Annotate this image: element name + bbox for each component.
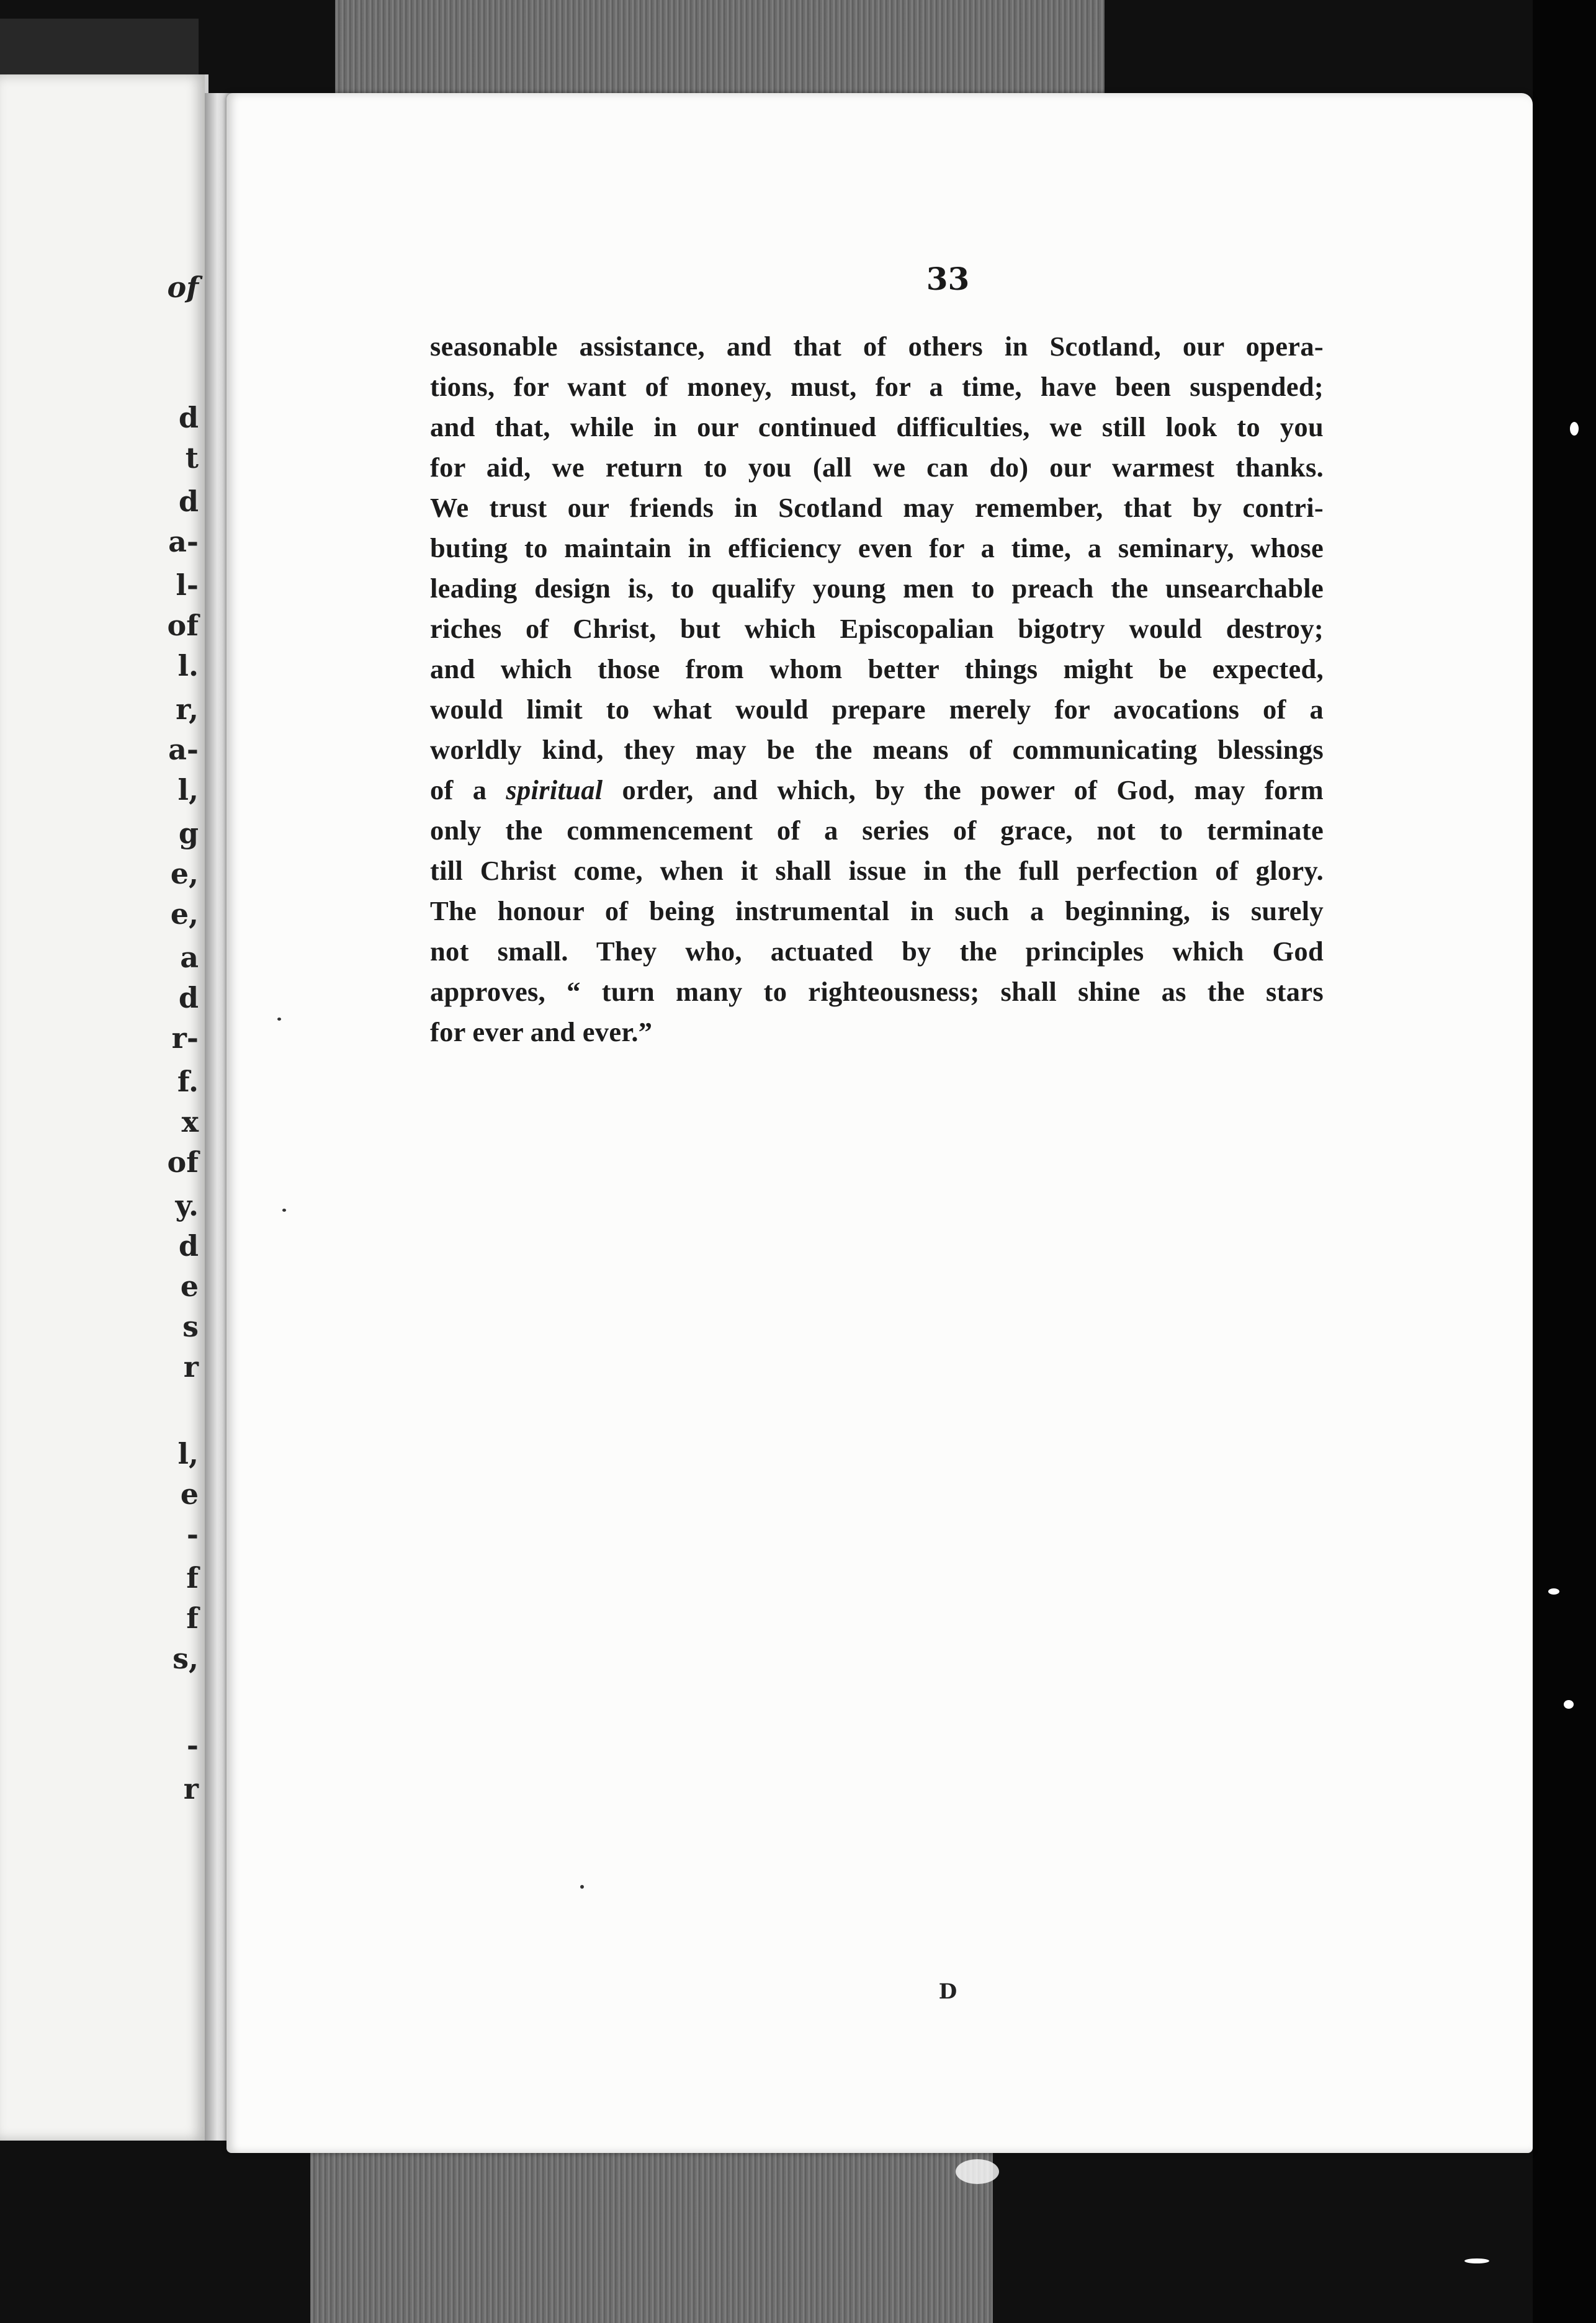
facing-page-fragment: of — [167, 271, 199, 304]
text-run: We trust our friends in Scotland may remember, that by contri- — [430, 492, 1324, 523]
text-run: leading design is, to qualify young men to preach the unsearchable — [430, 573, 1324, 604]
text-line — [430, 931, 1324, 972]
text-line — [430, 770, 1324, 810]
facing-page-fragment: d — [178, 1229, 199, 1263]
text-line — [430, 972, 1324, 1012]
signature-mark: D — [938, 1979, 957, 2004]
facing-page-fragment: f. — [177, 1065, 199, 1098]
text-line — [430, 810, 1324, 851]
text-line — [430, 407, 1324, 447]
facing-page-fragment: t — [185, 441, 199, 475]
facing-page-fragment: l- — [176, 568, 199, 602]
italic-text-run: spiritual — [506, 774, 603, 805]
facing-page-fragment: f — [186, 1561, 199, 1595]
text-line — [430, 568, 1324, 609]
text-line — [430, 689, 1324, 730]
text-line — [430, 609, 1324, 649]
text-line — [430, 1012, 1324, 1052]
facing-page-fragment: e, — [170, 857, 199, 890]
facing-page-fragment: g — [178, 817, 199, 850]
text-run: tions, for want of money, must, for a time, have been suspended; — [430, 371, 1324, 402]
facing-page-fragment: e, — [170, 897, 199, 931]
text-line — [430, 447, 1324, 488]
facing-page-fragment: e — [180, 1477, 199, 1511]
facing-page-fragment: of — [167, 1145, 199, 1179]
text-run: seasonable assistance, and that of others in Scotland, our opera- — [430, 331, 1324, 362]
text-run: worldly kind, they may be the means of communicating blessings — [430, 734, 1324, 765]
text-run: buting to maintain in efficiency even for a time, a seminary, whose — [430, 532, 1324, 563]
scan-speck — [1548, 1588, 1559, 1595]
text-line — [430, 326, 1324, 367]
text-run: not small. They who, actuated by the principles which God — [430, 936, 1324, 967]
text-run: would limit to what would prepare merely for avocations of a — [430, 694, 1324, 725]
facing-page-fragment: l. — [177, 649, 199, 683]
text-run: till Christ come, when it shall issue in the full perfection of glory. — [430, 855, 1324, 886]
facing-page-left — [0, 74, 208, 2141]
facing-page-fragment: d — [178, 485, 199, 518]
background-band-top — [335, 0, 1105, 93]
facing-page-fragment: a — [180, 941, 199, 974]
facing-page-fragment: s — [182, 1310, 199, 1343]
text-line — [430, 488, 1324, 528]
facing-page-fragment: - — [186, 1518, 199, 1551]
text-run: and that, while in our continued difficulties, we still look to you — [430, 411, 1324, 442]
background-band-bottom — [310, 2128, 993, 2323]
facing-page-fragment: r- — [171, 1021, 199, 1055]
facing-page-fragment: d — [178, 401, 199, 434]
facing-page-fragment: l, — [177, 1437, 199, 1470]
scan-speck — [1464, 2258, 1489, 2263]
scan-dot — [277, 1018, 281, 1021]
text-run: for aid, we return to you (all we can do) our warmest thanks. — [430, 452, 1324, 483]
facing-page-fragment: y. — [175, 1189, 199, 1222]
text-line — [430, 649, 1324, 689]
page-body-text — [430, 326, 1324, 1052]
facing-page-fragment: e — [180, 1269, 199, 1303]
text-run: approves, “ turn many to righteousness; shall shine as the stars — [430, 976, 1324, 1007]
scan-speck — [1570, 422, 1579, 436]
background-edge-right — [1533, 0, 1596, 2323]
text-run: for ever and ever.” — [430, 1016, 653, 1047]
facing-page-fragment: a- — [168, 733, 199, 766]
scan-speck — [1564, 1700, 1574, 1709]
text-line — [430, 891, 1324, 931]
facing-page-fragment: d — [178, 981, 199, 1014]
text-line — [430, 851, 1324, 891]
scan-glare — [956, 2159, 999, 2184]
facing-page-fragment: l, — [177, 773, 199, 807]
text-run: order, and which, by the power of God, may form — [603, 774, 1324, 805]
facing-page-fragment: of — [167, 609, 199, 642]
page-number: 33 — [926, 261, 970, 297]
text-run: only the commencement of a series of grace, not to terminate — [430, 815, 1324, 846]
scan-dot — [580, 1885, 584, 1889]
text-run: riches of Christ, but which Episcopalian bigotry would destroy; — [430, 613, 1324, 644]
facing-page-fragment: f — [186, 1601, 199, 1635]
facing-page-fragment: r — [183, 1772, 199, 1806]
text-run: The honour of being instrumental in such a beginning, is surely — [430, 895, 1324, 926]
text-run: of a — [430, 774, 506, 805]
text-line — [430, 528, 1324, 568]
text-line — [430, 730, 1324, 770]
facing-page-fragment: r — [183, 1350, 199, 1384]
facing-page-fragment: - — [186, 1729, 199, 1762]
text-run: and which those from whom better things might be expected, — [430, 653, 1324, 684]
text-line — [430, 367, 1324, 407]
facing-page-fragment: x — [181, 1105, 199, 1139]
facing-page-text-fragments — [149, 74, 199, 2141]
facing-page-fragment: a- — [168, 525, 199, 558]
scan-dot — [282, 1209, 286, 1212]
facing-page-fragment: r, — [176, 692, 199, 726]
book-page — [226, 93, 1533, 2153]
facing-page-fragment: s, — [173, 1642, 199, 1675]
